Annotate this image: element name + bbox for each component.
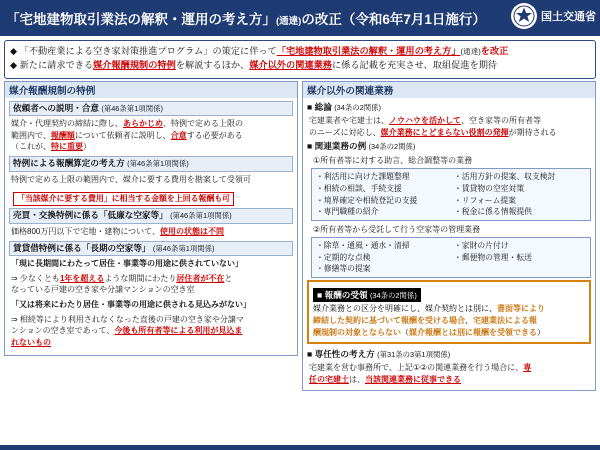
- list-item: ・定期的な点検: [316, 252, 371, 262]
- right-related-note: (34条の2関係): [368, 142, 416, 152]
- list-item: ・税金に係る情報提供: [454, 207, 532, 217]
- page-title: [6, 8, 486, 28]
- list-item: ・リフォーム提案: [454, 195, 516, 205]
- list-item: ・家財の片付け: [454, 241, 509, 251]
- list-item-empty: [454, 263, 586, 275]
- right-section-header: 媒介以外の関連業務: [302, 81, 596, 98]
- left-item-2-highlight: 「当該媒介に要する費用」に相当する金額を上回る報酬も可: [13, 192, 234, 206]
- right-group2-label: ②所有者等から受託して行う空家等の管理業務: [313, 224, 481, 234]
- right-group2-list: [311, 237, 591, 278]
- right-reward-box: [307, 280, 591, 344]
- left-item-2-title-text: 特例による報酬算定の考え方: [13, 157, 125, 168]
- lead-bullet-1-note: (通達): [460, 47, 481, 56]
- left-item-4-title: [9, 241, 293, 257]
- left-section-body: [4, 98, 298, 357]
- right-group1-label: ①所有者等に対する助言、総合調整等の業務: [313, 155, 473, 165]
- left-item-1-title-text: 依頼者への説明・合意: [13, 102, 99, 113]
- list-item: ・利活用に向けた課題整理: [316, 172, 410, 182]
- lead-bullet-2: [10, 59, 590, 73]
- list-item: ・郵便物の管理・転送: [454, 252, 532, 262]
- right-exclusive-title: ■ 専任性の考え方 (第31条の3第1項関係): [307, 349, 451, 360]
- list-item: ・相続の相談、手続支援: [316, 183, 402, 193]
- left-item-4-sub2: 「又は将来にわたり居住・事業等の用途に供される見込みがない」: [11, 299, 251, 309]
- list-item: ・専門職種の紹介: [316, 207, 379, 217]
- lead-bullet-1-tail: を改正: [480, 46, 509, 56]
- left-item-3-title: [9, 208, 293, 224]
- mlit-emblem-icon: [511, 3, 537, 29]
- right-reward-title: ■ 報酬の受領 (34条の2関係): [313, 288, 421, 302]
- left-item-3-body: 価格800万円以下で宅地・建物について、使用の状態は不問: [11, 227, 225, 237]
- left-item-1-title: [9, 101, 293, 117]
- right-summary-note: (34条の2関係): [334, 102, 382, 112]
- left-column: [4, 81, 298, 392]
- list-item: ・除草・通風・通水・清掃: [316, 241, 410, 251]
- left-item-2-body: 特例で定める上限の範囲内で、媒介に要する費用を勘案して受領可: [11, 174, 251, 184]
- page-header: [0, 0, 600, 36]
- right-reward-title-text: 報酬の受領: [324, 290, 368, 301]
- list-item: ・活用方針の提案、収支検討: [454, 172, 556, 182]
- lead-box: [4, 40, 596, 79]
- page-title-note: (通達): [276, 16, 302, 27]
- left-item-4-title-note: (第46条第1項関係): [152, 243, 215, 253]
- lead-bullet-2-highlight-1: 媒介報酬規制の特例: [93, 59, 176, 70]
- left-item-4-sub2-body: ⇒ 相続等により利用されなくなった直後の戸建の空き家や分譲マ ンションの空き室であって、今後も所有者等による利用が見込ま れないもの: [11, 314, 244, 347]
- left-item-4-title-text: 賃貸借特例に係る「長期の空家等」: [13, 242, 151, 253]
- lead-bullet-2-tail: に係る記載を充実させ、取組促進を期待: [332, 59, 498, 70]
- right-exclusive-title-text: 専任性の考え方: [314, 349, 375, 360]
- lead-bullet-1: [10, 45, 590, 59]
- left-section-header: 媒介報酬規制の特例: [4, 81, 298, 98]
- right-exclusive-note: (第31条の3第1項関係): [377, 350, 451, 360]
- right-group1-list: [311, 168, 591, 221]
- right-related-title: ■ 関連業務の例 (34条の2関係): [307, 141, 416, 152]
- ministry-block: [511, 3, 596, 29]
- left-item-1-body: 媒介・代理契約の締結に際し、あらかじめ、特例で定める上限の 範囲内で、報酬額について依頼者に説明し、合意する必要がある （これが、特に重要）: [11, 119, 243, 152]
- right-summary-title-text: 総論: [314, 101, 332, 112]
- content-columns: [0, 81, 600, 392]
- left-item-4-sub1-body: ⇒ 少なくとも1年を超えるような期間にわたり居住者が不在と なっている戸建の空き家や分譲マンションの空き室: [11, 273, 233, 295]
- list-item: ・修繕等の提案: [316, 264, 371, 274]
- lead-bullet-2-pre: ◆ 新たに請求できる: [10, 59, 94, 70]
- right-reward-body: 媒介業務との区分を明確にし、媒介契約とは別に、書面等により 締結した契約に基づいて報酬を受ける場合、宅建業法による報 酬規制の対象とならない（媒介報酬とは別に報酬を受領できる）: [313, 304, 545, 338]
- right-section-body: [302, 98, 596, 392]
- left-item-1-title-note: (第46条第1項関係): [101, 103, 163, 113]
- lead-bullet-1-pre: ◆ 「不動産業による空き家対策推進プログラム」の策定に伴って: [10, 46, 277, 56]
- left-item-2-title-note: (第46条第1項関係): [127, 158, 189, 168]
- right-column: [302, 81, 596, 392]
- footer-bar: [0, 445, 600, 450]
- page-title-main: 「宅地建物取引業法の解釈・運用の考え方」: [6, 12, 276, 27]
- list-item: ・境界確定や相続登記の支援: [316, 195, 418, 205]
- right-reward-note: (34条の2関係): [369, 291, 417, 301]
- right-summary-body: 宅建業者や宅建士は、ノウハウを活かして、空き家等の所有者等 のニーズに対応し、媒介業務にとどまらない役割の発揮が期待される: [309, 116, 557, 137]
- lead-bullet-1-highlight: 「宅地建物取引業法の解釈・運用の考え方」: [276, 46, 461, 56]
- lead-bullet-2-highlight-2: 媒介以外の関連業務: [249, 59, 332, 70]
- right-related-title-text: 関連業務の例: [314, 141, 367, 152]
- lead-bullet-2-mid: を解説するほか、: [175, 59, 250, 70]
- ministry-name: 国土交通省: [541, 11, 596, 23]
- list-item: ・賃貸物の空室対策: [454, 183, 525, 193]
- page-title-tail: の改正（令和6年7月1日施行）: [301, 12, 486, 27]
- left-item-4-sub1: 「現に長期間にわたって居住・事業等の用途に供されていない」: [11, 259, 243, 269]
- left-item-2-title: [9, 156, 293, 172]
- right-summary-title: ■ 総論 (34条の2関係): [307, 101, 382, 112]
- left-item-3-title-note: (第46条第1項関係): [170, 211, 232, 221]
- right-exclusive-body: 宅建業を営む事務所で、上記①②の関連業務を行う場合に、専 任の宅建士は、当該関連業務に従事できる: [309, 363, 532, 385]
- left-item-3-title-text: 売買・交換特例に係る「低廉な空家等」: [13, 210, 168, 221]
